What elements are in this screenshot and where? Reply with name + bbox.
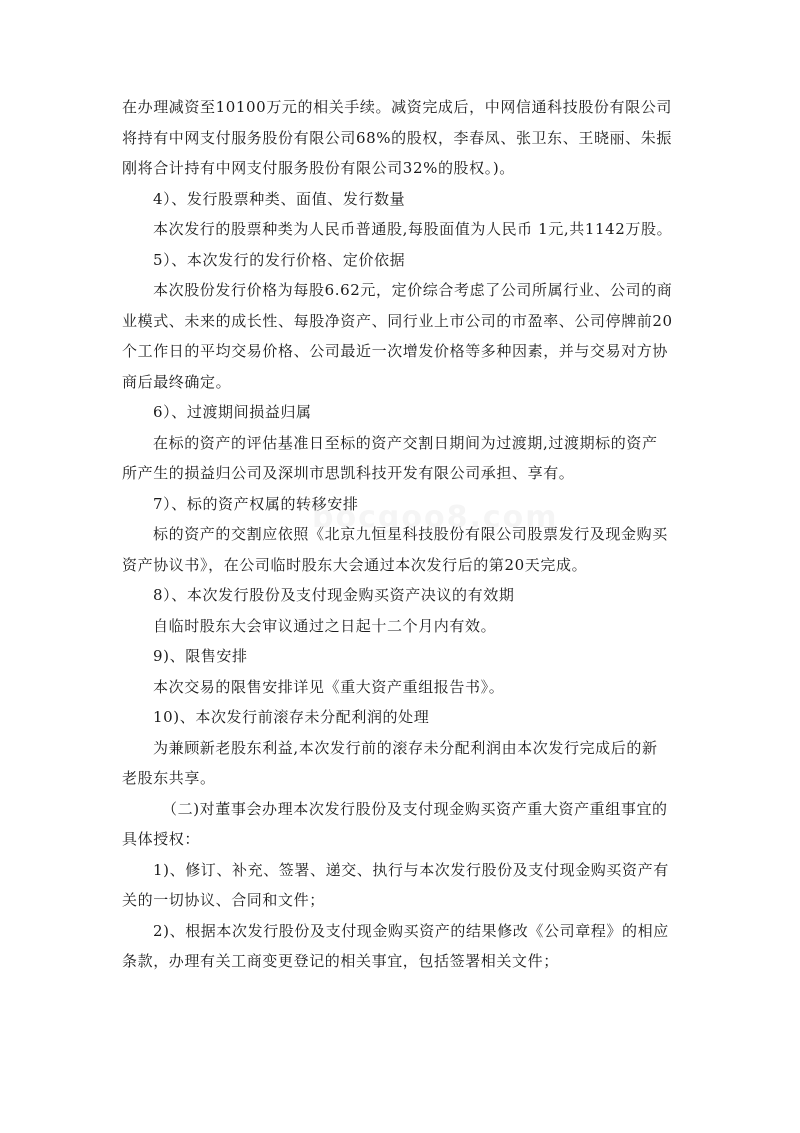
document-body [122, 92, 684, 977]
text-line: 自临时股东大会审议通过之日起十二个月内有效。 [153, 616, 497, 635]
text-line: 5）、本次发行的发行价格、定价依据 [153, 250, 406, 269]
text-line: 关的一切协议、合同和文件； [122, 891, 325, 909]
text-line: 4）、发行股票种类、面值、发行数量 [153, 189, 406, 208]
text-line: 将持有中网支付服务股份有限公司68%的股权，李春凤、张卫东、王晓丽、朱振 [122, 128, 672, 147]
text-line: 资产协议书》，在公司临时股东大会通过本次发行后的第20天完成。 [122, 555, 588, 574]
text-line: 所产生的损益归公司及深圳市思凯科技开发有限公司承担、享有。 [122, 464, 575, 482]
text-line: 1)、修订、补充、签署、递交、执行与本次发行股份及支付现金购买资产有 [153, 860, 669, 879]
text-line: 业模式、未来的成长性、每股净资产、同行业上市公司的市盈率、公司停牌前20 [122, 311, 673, 330]
text-line: 6）、过渡期间损益归属 [153, 403, 312, 421]
watermark-text: bocgoo8.com [312, 500, 559, 535]
text-line: 条款，办理有关工商变更登记的相关事宜，包括签署相关文件； [122, 952, 559, 970]
text-line: 个工作日的平均交易价格、公司最近一次增发价格等多种因素，并与交易对方协 [122, 342, 669, 360]
text-line: 本次股份发行价格为每股6.62元，定价综合考虑了公司所属行业、公司的商 [153, 281, 673, 299]
text-line: 在标的资产的评估基准日至标的资产交割日期间为过渡期,过渡期标的资产 [153, 433, 658, 452]
text-line: 10)、本次发行前滚存未分配利润的处理 [153, 708, 430, 726]
text-line: 8）、本次发行股份及支付现金购买资产决议的有效期 [153, 586, 515, 604]
text-line: 具体授权： [122, 830, 201, 848]
text-line: 刚将合计持有中网支付服务股份有限公司32%的股权。)。 [122, 159, 515, 177]
text-line: 9)、限售安排 [153, 647, 248, 665]
text-line: 本次交易的限售安排详见《重大资产重组报告书》。 [153, 677, 505, 696]
text-line: 本次发行的股票种类为人民币普通股,每股面值为人民币 1元,共1142万股。 [153, 220, 673, 238]
text-line: （二)对董事会办理本次发行股份及支付现金购买资产重大资产重组事宜的 [162, 799, 668, 818]
text-line: 2)、根据本次发行股份及支付现金购买资产的结果修改《公司章程》的相应 [153, 921, 669, 940]
text-line: 标的资产的交割应依照《北京九恒星科技股份有限公司股票发行及现金购买 [153, 525, 668, 543]
text-line: 老股东共享。 [122, 769, 216, 787]
text-line: 为兼顾新老股东利益,本次发行前的滚存未分配利润由本次发行完成后的新 [153, 738, 658, 757]
text-line: 7）、标的资产权属的转移安排 [153, 494, 359, 513]
text-line: 在办理减资至10100万元的相关手续。减资完成后，中网信通科技股份有限公司 [122, 98, 672, 116]
text-line: 商后最终确定。 [122, 372, 232, 391]
